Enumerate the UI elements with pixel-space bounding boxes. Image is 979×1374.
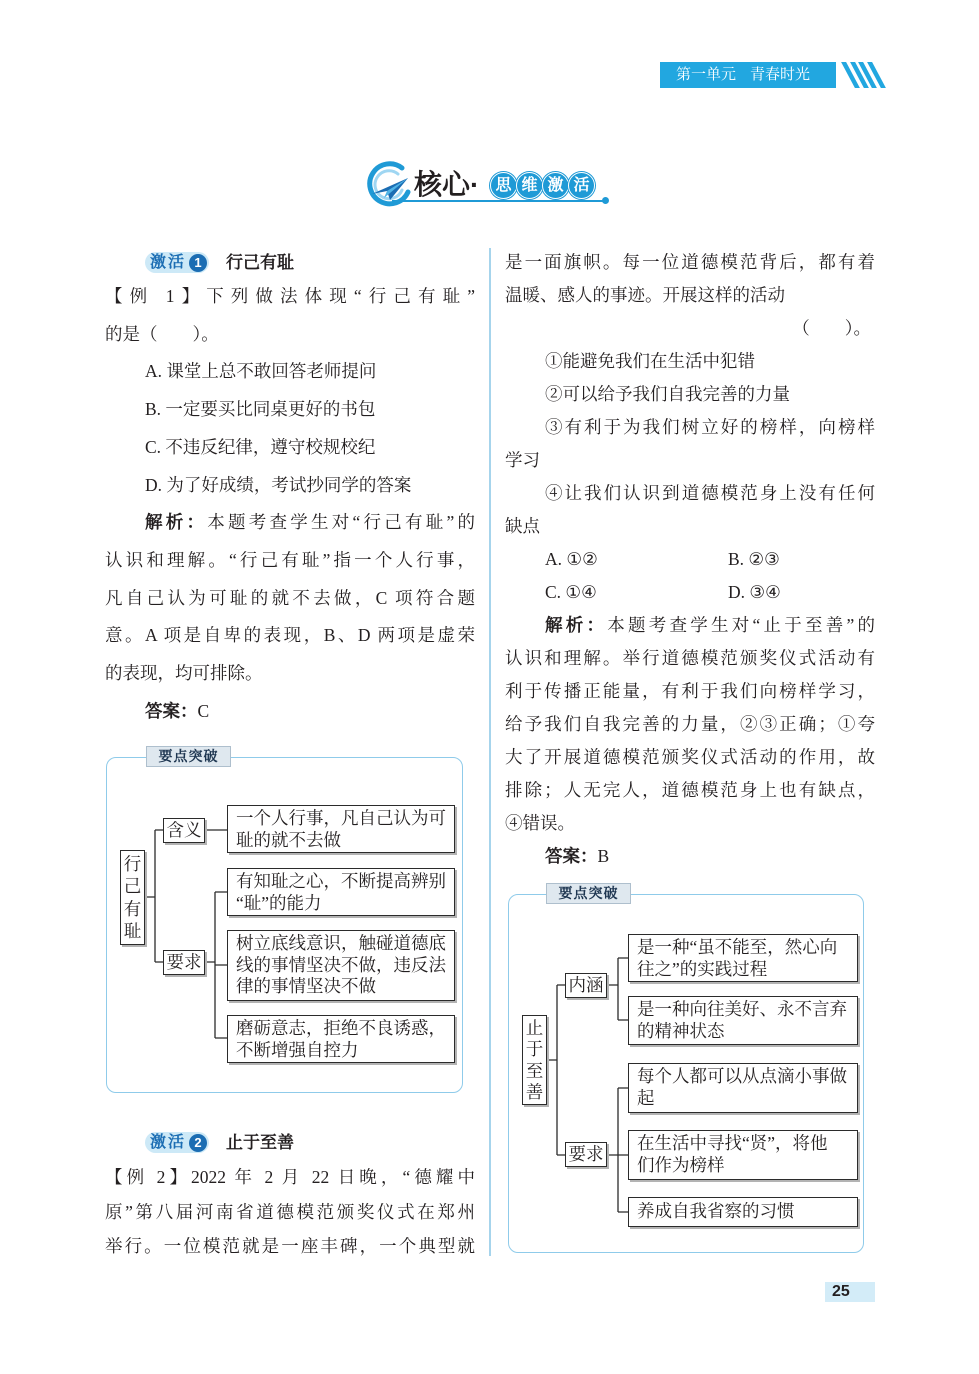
analysis-text: 本题考查学生对“止于至善”的 [607,614,875,635]
answer-value: B [597,845,610,866]
example-stem-line: 原”第八届河南省道德模范颁奖仪式在郑州 [105,1201,475,1222]
option-d: D. 为了好成绩，考试抄同学的答案 [145,474,412,495]
option-a: A. 课堂上总不敢回答老师提问 [145,361,377,382]
analysis-line: 给予我们自我完善的力量，②③正确；①夸 [505,713,875,734]
example-stem-line: 温暖、感人的事迹。开展这样的活动 [505,284,785,305]
tree-leaf-line: 每个人都可以从点滴小事做 [637,1066,847,1086]
analysis-line: 排除；人无完人，道德模范身上也有缺点， [505,779,875,800]
tree-root-char: 耻 [123,921,142,942]
option-c: C. 不违反纪律，遵守校规校纪 [145,436,376,457]
analysis-line [505,609,875,642]
tree-leaf-line: 线的事情坚决不做，违反法 [236,954,446,975]
option-b: B. ②③ [728,548,780,569]
analysis-line [105,504,475,542]
tree-root-char: 有 [123,898,142,919]
section-title-main: 核心· [414,169,480,200]
section-title-bubble: 活 [568,172,595,199]
activation-badge-number: 1 [189,254,207,272]
section-title-bubble: 激 [542,172,569,199]
tree-leaf-line: 的精神状态 [637,1020,725,1041]
option-d: D. ③④ [728,581,781,602]
analysis-line: 认识和理解。举行道德模范颁奖仪式活动有 [505,647,875,668]
key-points-label: 要点突破 [146,746,231,767]
tree-leaf-line: 往之”的实践过程 [637,958,768,979]
statement-3-cont: 学习 [505,449,540,470]
unit-number: 第一单元 [676,66,737,83]
tree-branch-meaning: 含义 [163,818,205,843]
tree-leaf-line: 养成自我省察的习惯 [637,1201,795,1221]
answer-line [105,693,475,731]
tree-leaf [628,996,858,1045]
tree-leaf-line: 耻的就不去做 [236,829,341,850]
option-b: B. 一定要买比同桌更好的书包 [145,399,376,420]
statement-1: ①能避免我们在生活中犯错 [545,350,755,371]
analysis-line: 意。A 项是自卑的表现，B、D 两项是虚荣 [105,625,475,646]
example-stem-line: 【例 2】2022 年 2 月 22 日晚，“德耀中 [105,1167,475,1187]
analysis-line: ④错误。 [505,812,575,833]
statement-4-cont: 缺点 [505,515,540,536]
tree-leaf [227,1015,455,1063]
tree-root-char: 至 [525,1060,544,1081]
unit-title: 青春时光 [750,66,811,83]
tree-root [522,1015,547,1105]
tree-leaf [227,805,455,853]
unit-header [660,62,836,88]
activation-title: 行己有耻 [226,253,294,272]
tree-leaf-line: 是一种向往美好、永不言弃 [637,999,847,1019]
tree-leaf [227,868,455,916]
tree-branch-requirement: 要求 [163,950,205,975]
analysis-text: 本题考查学生对“行己有耻”的 [207,512,475,533]
example2-block-start [105,1160,475,1264]
header-stripes-decoration [838,62,878,88]
statement-2: ②可以给予我们自我完善的力量 [545,383,790,404]
analysis-label: 解析： [545,614,608,635]
activation-badge-label: 激活 [150,254,187,271]
activation1-heading [145,252,345,274]
example-stem-line: 【例 1】下列做法体现“行己有耻” [105,286,475,306]
tree-leaf [227,930,455,1001]
tree-leaf-line: 是一种“虽不能至，然心向 [637,937,838,957]
example-stem-line: 的是（ ）。 [105,323,219,344]
statement-3: ③有利于为我们树立好的榜样，向榜样 [545,416,875,437]
tree-root-char: 己 [123,876,142,897]
analysis-line: 大了开展道德模范颁奖仪式活动的作用，故 [505,746,875,767]
activation-badge-number: 2 [189,1134,207,1152]
tree-leaf [628,1130,858,1180]
answer-label: 答案： [145,700,198,721]
analysis-label: 解析： [145,512,208,533]
analysis-line: 认识和理解。“行己有耻”指一个人行事， [105,549,475,570]
tree-root-char: 善 [525,1082,544,1103]
tree-root-char: 于 [525,1039,544,1060]
tree-leaf-line: 一个人行事，凡自己认为可 [236,808,446,828]
example-answer-blank: （ ）。 [792,317,871,338]
tree-leaf [628,1063,858,1113]
tree-leaf-line: 磨砺意志，拒绝不良诱惑， [236,1018,446,1038]
tree-branch-connotation: 内涵 [565,973,607,998]
answer-line [505,840,875,873]
tree-leaf-line: 们作为榜样 [637,1154,725,1175]
page-number: 25 [832,1283,850,1300]
options-row [505,576,875,609]
statement-4: ④让我们认识到道德模范身上没有任何 [545,482,875,503]
activation-badge-label: 激活 [150,1134,187,1151]
activation2-heading [145,1132,345,1154]
example2-block-continued [505,246,875,873]
tree-leaf-line: 在生活中寻找“贤”，将他 [637,1133,828,1153]
tree-leaf-line: 有知耻之心，不断提高辨别 [236,871,446,891]
tree-leaf-line: 不断增强自控力 [236,1039,359,1060]
tree-leaf-line: 起 [637,1087,655,1108]
activation-title: 止于至善 [226,1133,294,1152]
tree-root-char: 止 [525,1017,544,1038]
tree-leaf [628,1197,858,1227]
column-divider [489,248,491,1256]
tree-branch-requirement: 要求 [565,1142,607,1167]
example-stem-line: 是一面旗帜。每一位道德模范背后，都有着 [505,251,875,272]
key-points-label: 要点突破 [546,883,631,904]
analysis-line: 的表现，均可排除。 [105,663,263,684]
answer-label: 答案： [545,845,598,866]
title-logo-icon [364,158,414,214]
option-a: A. ①② [545,548,598,569]
analysis-line: 利于传播正能量，有利于我们向榜样学习， [505,680,875,701]
tree-leaf-line: 律的事情坚决不做 [236,976,376,996]
option-c: C. ①④ [545,581,597,602]
tree-root [120,850,145,945]
options-row [505,543,875,576]
tree-leaf-line: “耻”的能力 [236,892,322,913]
title-underline-dot [602,197,609,204]
tree-root-char: 行 [123,853,142,874]
example1-block [105,278,475,730]
tree-leaf [628,934,858,982]
answer-value: C [197,700,210,721]
analysis-line: 凡自己认为可耻的就不去做，C 项符合题 [105,587,475,608]
section-title-bubble: 思 [490,172,517,199]
tree-leaf-line: 树立底线意识，触碰道德底 [236,933,446,953]
section-title-bubble: 维 [516,172,543,199]
example-stem-line: 举行。一位模范就是一座丰碑，一个典型就 [105,1236,475,1256]
